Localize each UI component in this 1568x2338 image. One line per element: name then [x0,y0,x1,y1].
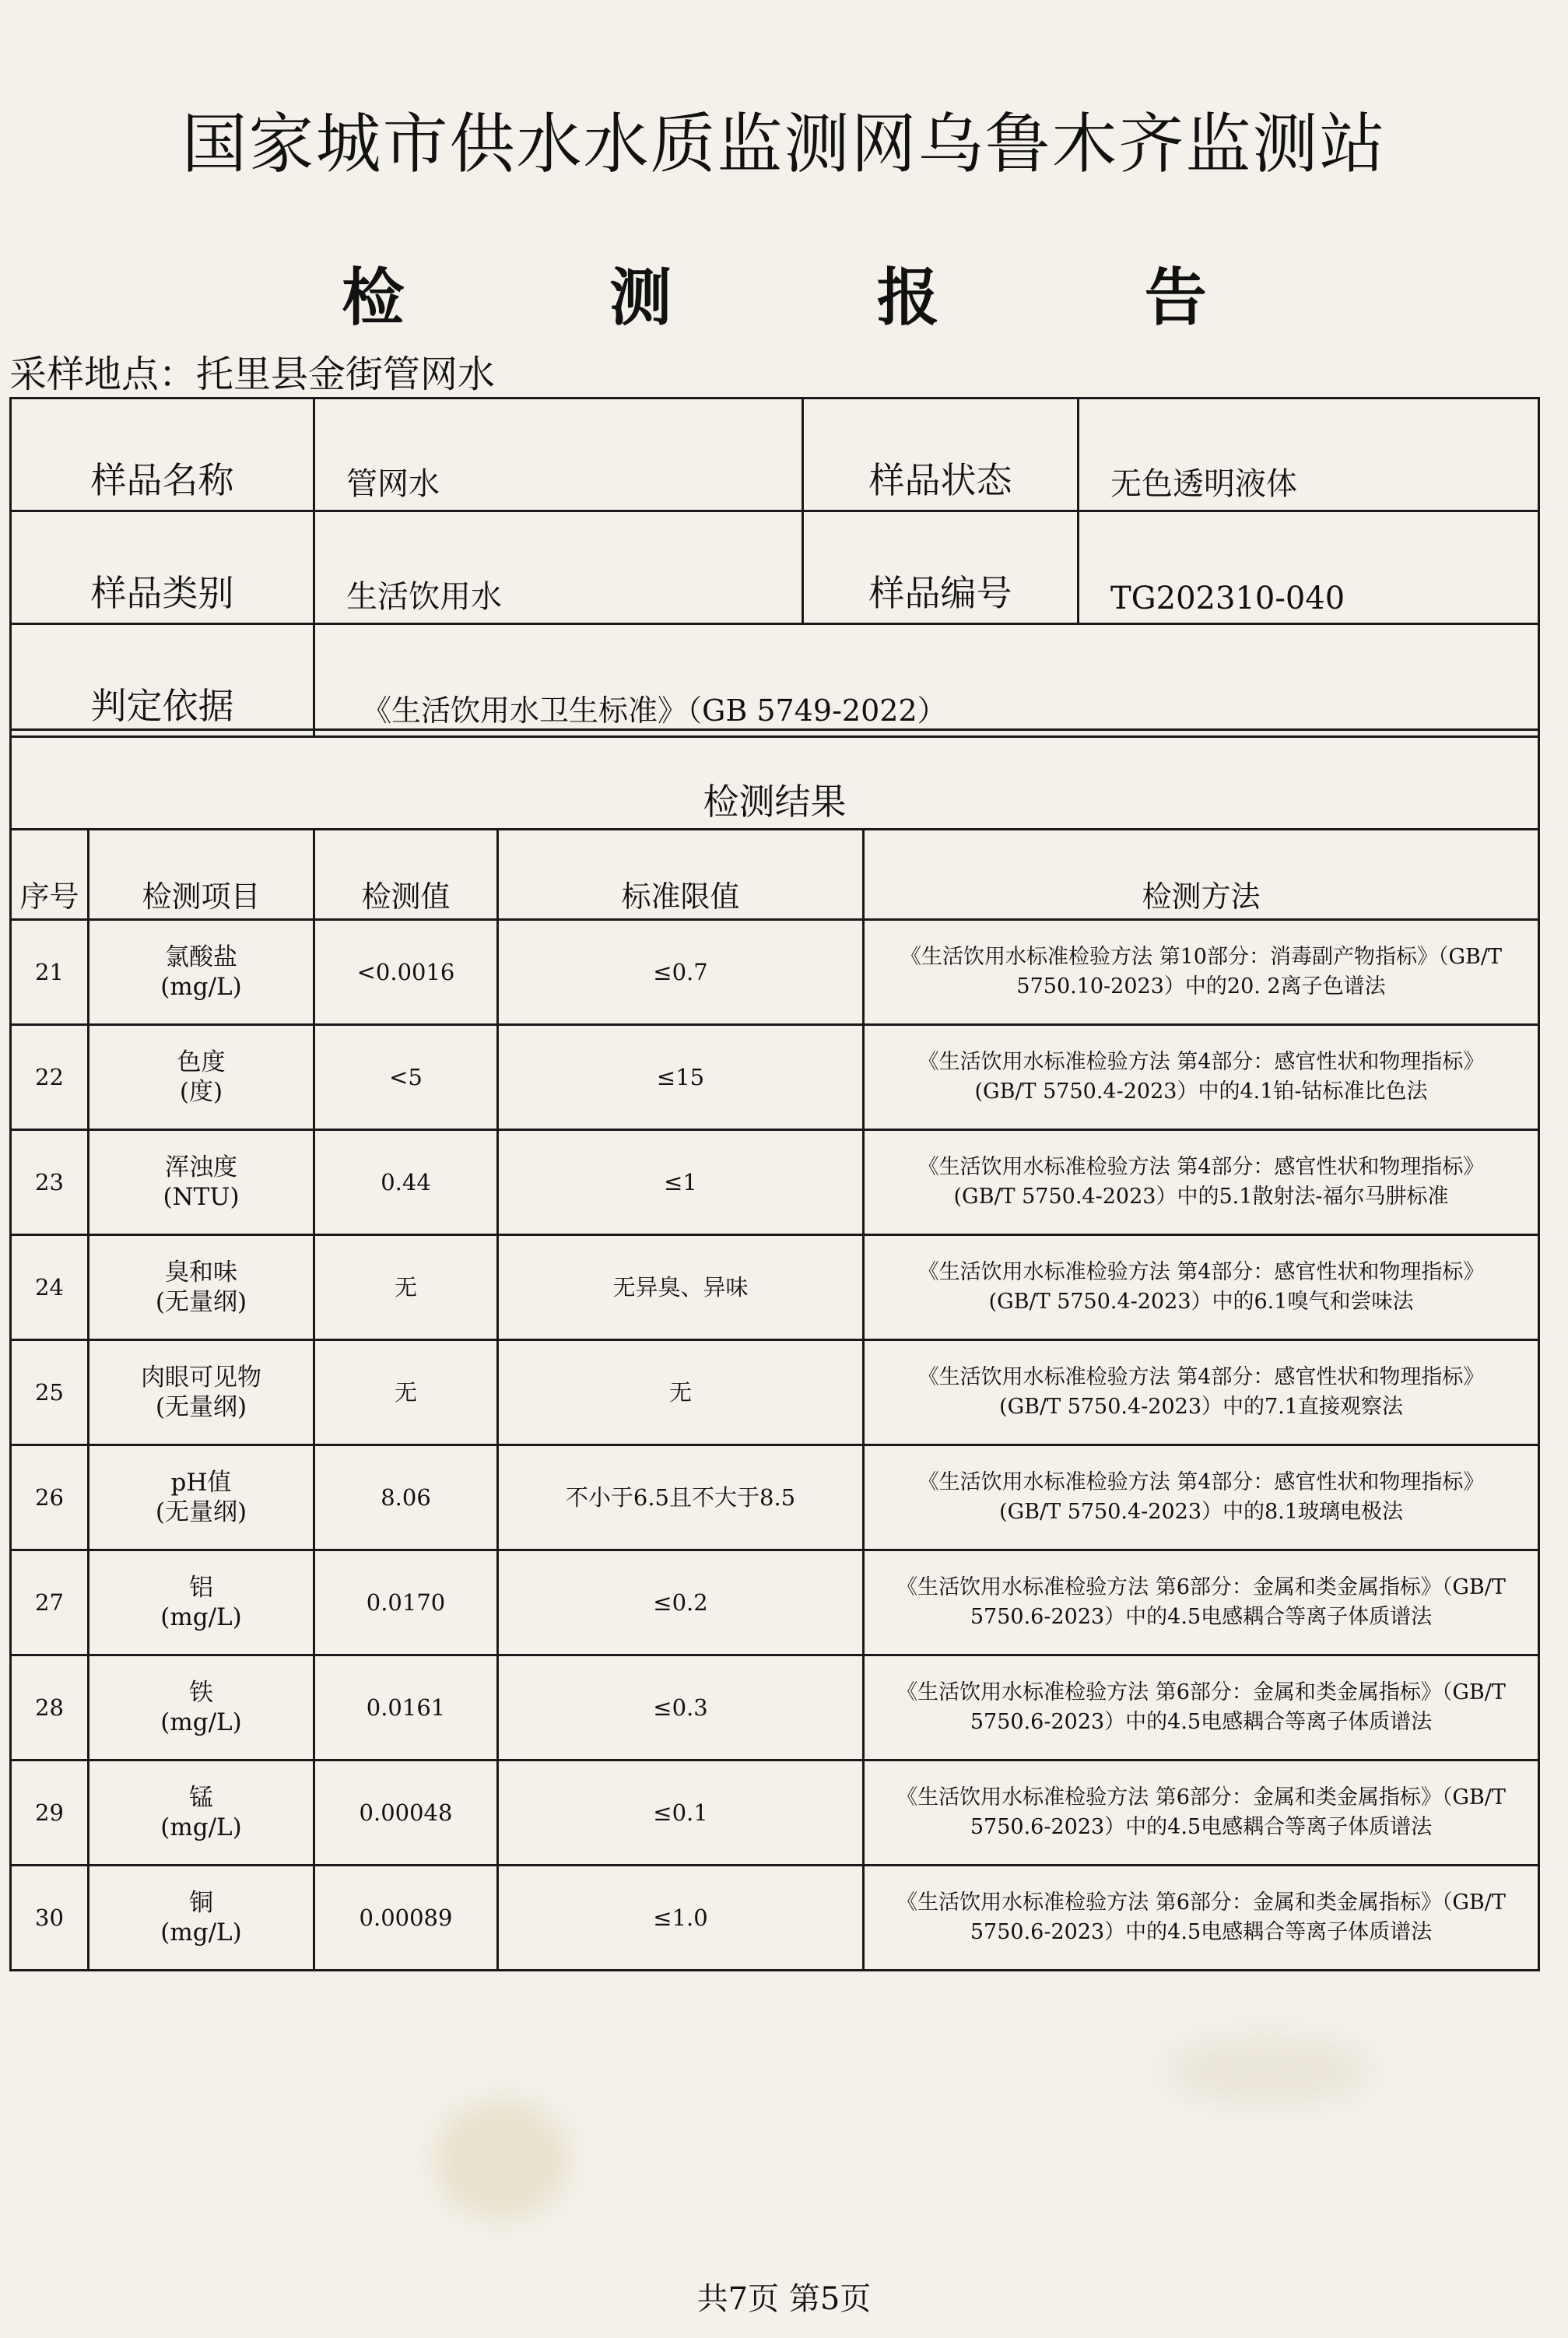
test-method-line: (GB/T 5750.4-2023）中的4.1铂-钴标准比色法 [974,1079,1428,1104]
results-table [9,728,1540,1971]
basis-value: 《生活饮用水卫生标准》（GB 5749-2022） [314,624,1539,737]
test-item-name: 锰 [189,1784,213,1812]
test-method-line: 5750.6-2023）中的4.5电感耦合等离子体质谱法 [970,1920,1433,1944]
test-method [864,1340,1539,1445]
test-method-line: 5750.6-2023）中的4.5电感耦合等离子体质谱法 [970,1815,1433,1839]
test-item-name: 臭和味 [165,1259,237,1287]
test-item-unit: (NTU) [163,1183,240,1211]
sample-info-row [11,511,1539,624]
result-row [11,920,1539,1025]
test-method [864,1550,1539,1655]
column-header: 标准限值 [498,830,864,920]
standard-limit: ≤0.1 [498,1761,864,1866]
result-row [11,1235,1539,1340]
test-item-unit: (无量纲) [155,1393,247,1421]
sample-category-label: 样品类别 [11,511,314,624]
sampling-site-label: 采样地点： [9,353,197,396]
test-value: 0.00048 [314,1761,498,1866]
test-method-line: (GB/T 5750.4-2023）中的8.1玻璃电极法 [999,1500,1403,1524]
test-item-name: pH值 [170,1469,232,1497]
test-method [864,1866,1539,1971]
test-method-line: 《生活饮用水标准检验方法 第6部分：金属和类金属指标》（GB/T [896,1680,1506,1704]
test-method [864,1761,1539,1866]
test-item-name: 色度 [177,1048,226,1076]
result-row [11,1130,1539,1235]
organization-title: 国家城市供水水质监测网乌鲁木齐监测站 [181,106,1387,182]
test-method-line: 5750.6-2023）中的4.5电感耦合等离子体质谱法 [970,1710,1433,1734]
test-item [89,1761,314,1866]
test-method-line: 《生活饮用水标准检验方法 第6部分：金属和类金属指标》（GB/T [896,1890,1506,1915]
test-method-line: 《生活饮用水标准检验方法 第4部分：感官性状和物理指标》 [917,1260,1485,1284]
test-method-line: 《生活饮用水标准检验方法 第6部分：金属和类金属指标》（GB/T [896,1785,1506,1810]
sample-code-value: TG202310-040 [1079,511,1539,624]
test-item [89,1025,314,1130]
standard-limit: ≤0.7 [498,920,864,1025]
test-value: 无 [314,1235,498,1340]
test-method-line: 《生活饮用水标准检验方法 第4部分：感官性状和物理指标》 [917,1050,1485,1074]
row-number: 30 [11,1866,89,1971]
standard-limit: ≤1 [498,1130,864,1235]
test-item-unit: (mg/L) [160,1918,242,1947]
test-method [864,1025,1539,1130]
row-number: 27 [11,1550,89,1655]
sample-status-value: 无色透明液体 [1079,398,1539,511]
result-row [11,1761,1539,1866]
basis-label: 判定依据 [11,624,314,737]
test-method [864,1655,1539,1761]
test-item-name: 铁 [189,1679,213,1707]
test-item-name: 浑浊度 [165,1153,237,1181]
test-item-name: 肉眼可见物 [141,1364,261,1392]
test-item-unit: (mg/L) [160,1708,242,1736]
sample-code-label: 样品编号 [803,511,1079,624]
test-item-name: 铝 [189,1574,213,1602]
sample-info-row [11,624,1539,737]
standard-limit: 不小于6.5且不大于8.5 [498,1445,864,1550]
test-value: 0.44 [314,1130,498,1235]
column-header: 检测项目 [89,830,314,920]
test-method [864,1235,1539,1340]
test-item [89,1130,314,1235]
test-item-unit: (度) [179,1078,223,1106]
result-row [11,1550,1539,1655]
result-row [11,1445,1539,1550]
test-method [864,1130,1539,1235]
test-method [864,1445,1539,1550]
test-item [89,1340,314,1445]
standard-limit: ≤15 [498,1025,864,1130]
sample-name-value: 管网水 [314,398,803,511]
test-value: 0.0170 [314,1550,498,1655]
test-method-line: 《生活饮用水标准检验方法 第4部分：感官性状和物理指标》 [917,1365,1485,1389]
report-title: 检 测 报 告 [342,262,1299,334]
column-header: 序号 [11,830,89,920]
result-row [11,1025,1539,1130]
test-method-line: 5750.6-2023）中的4.5电感耦合等离子体质谱法 [970,1605,1433,1629]
row-number: 24 [11,1235,89,1340]
sampling-site [9,344,495,398]
pagination: 共7页 第5页 [696,2281,872,2317]
results-header-row [11,830,1539,920]
test-method [864,920,1539,1025]
test-method-line: (GB/T 5750.4-2023）中的5.1散射法-福尔马肼标准 [953,1185,1449,1209]
sample-info-row [11,398,1539,511]
test-item-unit: (无量纲) [155,1498,247,1526]
standard-limit: 无异臭、异味 [498,1235,864,1340]
standard-limit: ≤0.2 [498,1550,864,1655]
test-value: <5 [314,1025,498,1130]
test-method-line: 5750.10-2023）中的20. 2离子色谱法 [1016,974,1386,999]
test-method-line: (GB/T 5750.4-2023）中的6.1嗅气和尝味法 [988,1290,1414,1314]
test-item-unit: (mg/L) [160,1813,242,1841]
test-method-line: (GB/T 5750.4-2023）中的7.1直接观察法 [999,1395,1403,1419]
test-item-unit: (mg/L) [160,1603,242,1631]
row-number: 25 [11,1340,89,1445]
test-value: 无 [314,1340,498,1445]
test-method-line: 《生活饮用水标准检验方法 第4部分：感官性状和物理指标》 [917,1470,1485,1494]
sample-info-table [9,397,1540,738]
standard-limit: ≤1.0 [498,1866,864,1971]
test-value: 8.06 [314,1445,498,1550]
test-value: <0.0016 [314,920,498,1025]
column-header: 检测方法 [864,830,1539,920]
sample-status-label: 样品状态 [803,398,1079,511]
paper-stain [436,2101,568,2218]
test-item [89,1550,314,1655]
test-item [89,1866,314,1971]
row-number: 29 [11,1761,89,1866]
sample-name-label: 样品名称 [11,398,314,511]
test-item-name: 氯酸盐 [165,943,237,971]
result-row [11,1866,1539,1971]
row-number: 26 [11,1445,89,1550]
test-item [89,1445,314,1550]
test-item [89,920,314,1025]
standard-limit: ≤0.3 [498,1655,864,1761]
test-item [89,1235,314,1340]
standard-limit: 无 [498,1340,864,1445]
row-number: 23 [11,1130,89,1235]
row-number: 28 [11,1655,89,1761]
test-value: 0.0161 [314,1655,498,1761]
sampling-site-value: 托里县金街管网水 [196,353,496,396]
paper-stain [1167,2039,1370,2101]
test-item-unit: (mg/L) [160,973,242,1001]
test-item [89,1655,314,1761]
test-item-unit: (无量纲) [155,1288,247,1316]
result-row [11,1340,1539,1445]
results-section-title: 检测结果 [11,730,1539,830]
test-method-line: 《生活饮用水标准检验方法 第4部分：感官性状和物理指标》 [917,1155,1485,1179]
sample-category-value: 生活饮用水 [314,511,803,624]
test-method-line: 《生活饮用水标准检验方法 第10部分：消毒副产物指标》（GB/T [900,945,1502,969]
test-item-name: 铜 [189,1889,213,1917]
result-row [11,1655,1539,1761]
test-value: 0.00089 [314,1866,498,1971]
column-header: 检测值 [314,830,498,920]
test-method-line: 《生活饮用水标准检验方法 第6部分：金属和类金属指标》（GB/T [896,1575,1506,1599]
row-number: 22 [11,1025,89,1130]
row-number: 21 [11,920,89,1025]
